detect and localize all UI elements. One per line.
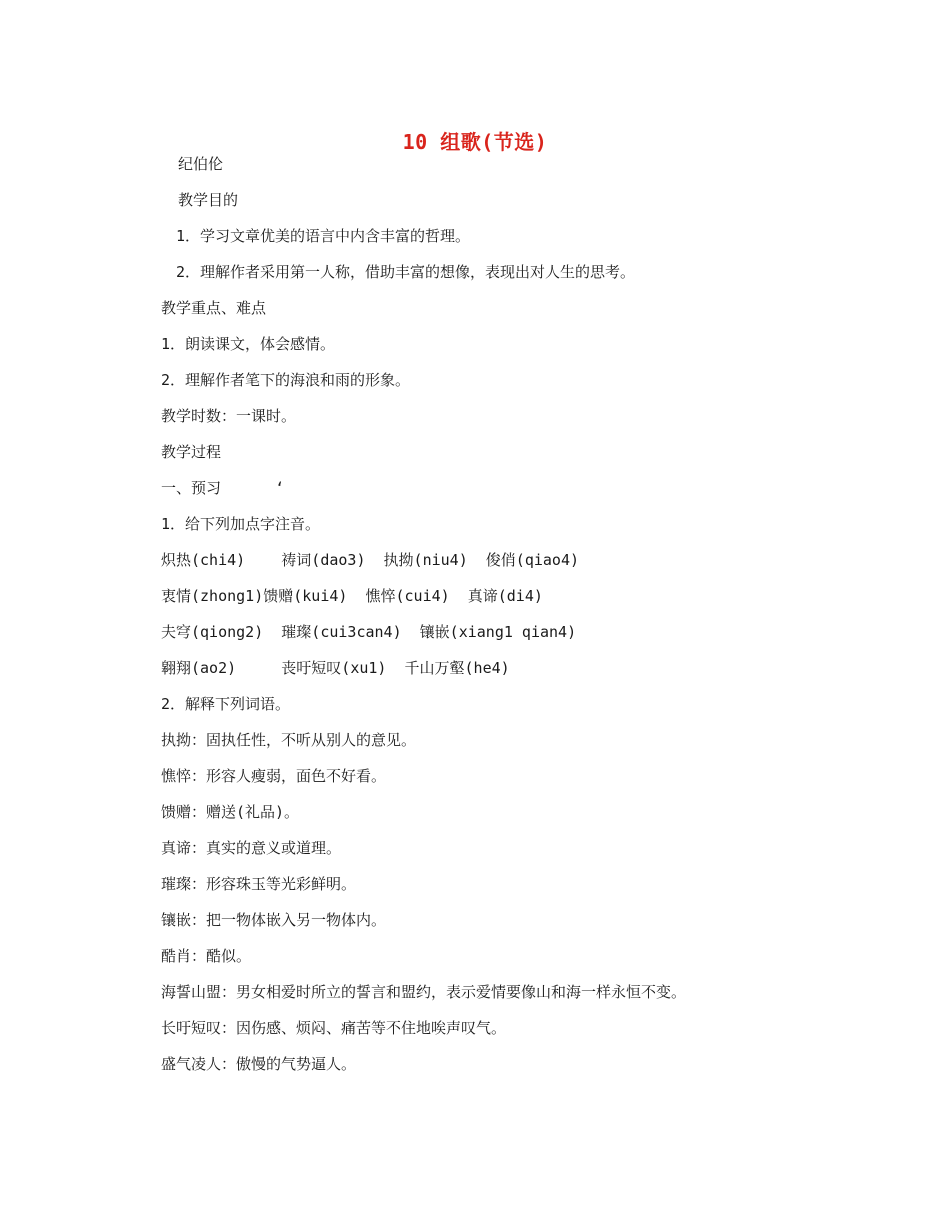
author: 纪伯伦	[178, 155, 224, 173]
pinyin-line: 炽热(chi4) 祷词(dao3) 执拗(niu4) 俊俏(qiao4)	[161, 551, 580, 569]
keypoints-heading: 教学重点、难点	[161, 299, 267, 317]
definition-item: 长吁短叹：因伤感、烦闷、痛苦等不住地唉声叹气。	[161, 1019, 507, 1037]
goal-item: 2．理解作者采用第一人称，借助丰富的想像，表现出对人生的思考。	[176, 263, 636, 281]
definition-item: 憔悴：形容人瘦弱，面色不好看。	[161, 767, 387, 785]
goal-item: 1．学习文章优美的语言中内含丰富的哲理。	[176, 227, 471, 245]
definition-item: 真谛：真实的意义或道理。	[161, 839, 342, 857]
pinyin-line: 翱翔(ao2) 丧吁短叹(xu1) 千山万壑(he4)	[161, 659, 510, 677]
keypoint-item: 2．理解作者笔下的海浪和雨的形象。	[161, 371, 411, 389]
keypoint-item: 1．朗读课文，体会感情。	[161, 335, 336, 353]
definition-item: 馈赠：赠送(礼品)。	[161, 803, 300, 821]
pinyin-line: 衷情(zhong1)馈赠(kui4) 憔悴(cui4) 真谛(di4)	[161, 587, 543, 605]
process-heading: 教学过程	[161, 443, 222, 461]
goals-heading: 教学目的	[178, 191, 239, 209]
teaching-hours: 教学时数：一课时。	[161, 407, 297, 425]
preview-heading: 一、预习 ‘	[161, 479, 285, 497]
definition-item: 盛气凌人：傲慢的气势逼人。	[161, 1055, 357, 1073]
explain-heading: 2．解释下列词语。	[161, 695, 291, 713]
definition-item: 酷肖：酷似。	[161, 947, 252, 965]
pinyin-heading: 1．给下列加点字注音。	[161, 515, 321, 533]
definition-item: 镶嵌：把一物体嵌入另一物体内。	[161, 911, 387, 929]
definition-item: 执拗：固执任性，不听从别人的意见。	[161, 731, 417, 749]
pinyin-line: 夫穹(qiong2) 璀璨(cui3can4) 镶嵌(xiang1 qian4)	[161, 623, 577, 641]
definition-item: 璀璨：形容珠玉等光彩鲜明。	[161, 875, 357, 893]
definition-item: 海誓山盟：男女相爱时所立的誓言和盟约，表示爱情要像山和海一样永恒不变。	[161, 983, 687, 1001]
document-title: 10 组歌(节选)	[402, 130, 548, 154]
